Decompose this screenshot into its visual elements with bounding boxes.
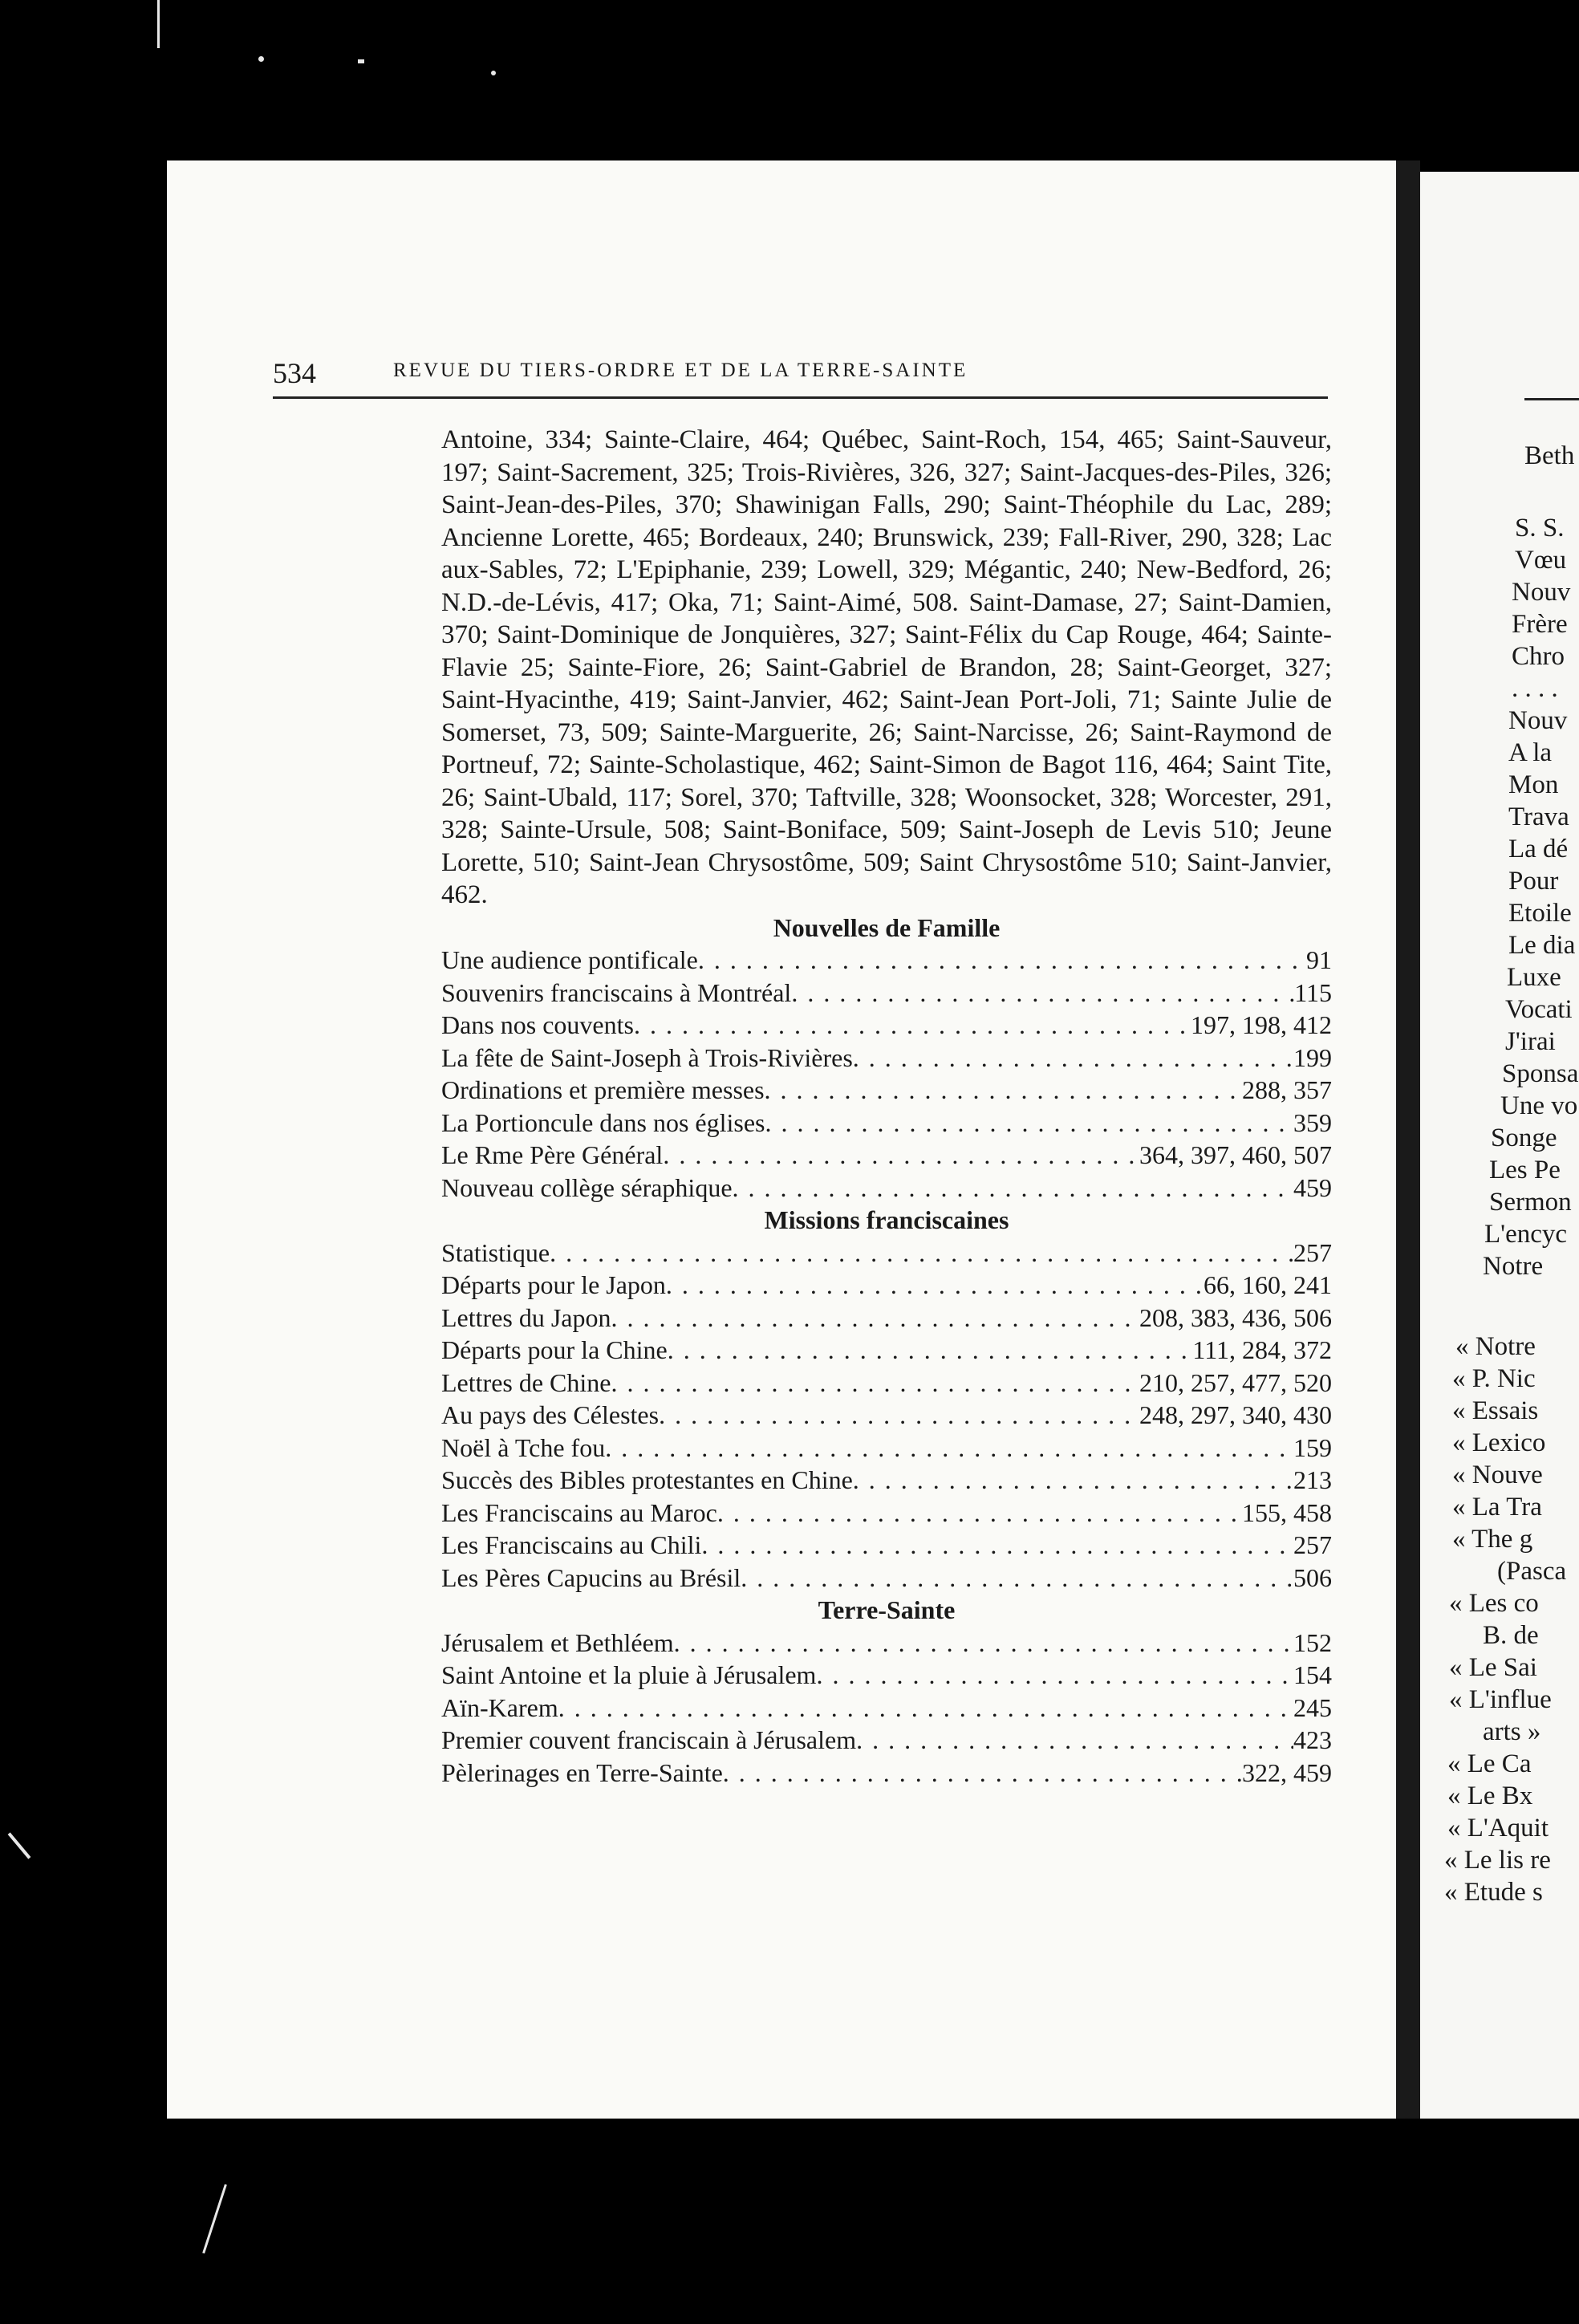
toc-entry-pages: 152 (1293, 1627, 1332, 1657)
toc-entry (441, 1074, 1332, 1107)
toc-entry (441, 1042, 1332, 1075)
toc-entry-title: Aïn-Karem (441, 1692, 558, 1722)
dot-leader (611, 1367, 1139, 1400)
right-page-line: « Essais (1452, 1396, 1539, 1425)
right-page-line: Beth (1524, 441, 1575, 470)
dot-leader (663, 1139, 1139, 1172)
right-page-line: Chro (1512, 642, 1565, 671)
toc-entry-pages: 288, 357 (1242, 1075, 1332, 1104)
toc-entry (441, 1399, 1332, 1432)
toc-entry-pages: 322, 459 (1242, 1757, 1332, 1787)
header-rule (273, 396, 1328, 399)
toc-entry-pages: 210, 257, 477, 520 (1139, 1367, 1332, 1397)
dot-leader (605, 1432, 1293, 1465)
dot-leader (634, 1009, 1191, 1042)
dot-leader (674, 1627, 1293, 1660)
dot-leader (741, 1562, 1293, 1595)
section-heading: Missions franciscaines (764, 1205, 1009, 1234)
dot-leader (765, 1107, 1293, 1140)
dot-leader (717, 1497, 1242, 1530)
right-page-line: « Le Bx (1447, 1782, 1533, 1810)
dot-leader (558, 1692, 1293, 1725)
right-page-line: Luxe (1507, 963, 1561, 992)
page-body (441, 424, 1332, 1789)
dot-leader (701, 1529, 1293, 1562)
dot-leader (668, 1334, 1193, 1367)
section-heading: Nouvelles de Famille (773, 912, 1001, 942)
dot-leader (816, 1659, 1293, 1692)
dot-leader (659, 1399, 1139, 1432)
dot-leader (853, 1464, 1293, 1497)
toc-sections (441, 912, 1332, 1790)
toc-entry-pages: 66, 160, 241 (1204, 1270, 1332, 1299)
right-page-line: « Les co (1449, 1589, 1539, 1618)
toc-entry-title: Les Franciscains au Maroc (441, 1497, 717, 1527)
toc-entry-pages: 364, 397, 460, 507 (1139, 1140, 1332, 1169)
dot-leader (698, 944, 1306, 977)
toc-entry-title: Dans nos couvents (441, 1010, 634, 1039)
right-page-line: (Pasca (1497, 1557, 1567, 1586)
right-page-line: « Le lis re (1444, 1846, 1551, 1875)
toc-entry-pages: 459 (1293, 1172, 1332, 1202)
toc-entry (441, 1497, 1332, 1530)
toc-entry-pages: 155, 458 (1242, 1497, 1332, 1527)
toc-entry-title: Départs pour le Japon (441, 1270, 666, 1299)
dot-leader (550, 1237, 1293, 1270)
right-page-line: « La Tra (1452, 1493, 1542, 1522)
toc-entry-pages: 213 (1293, 1465, 1332, 1494)
toc-entry-title: Au pays des Célestes (441, 1400, 660, 1429)
right-page-line: Sponsa (1502, 1059, 1579, 1088)
toc-entry (441, 1367, 1332, 1400)
right-page-line: « Etude s (1444, 1878, 1543, 1907)
toc-entry-pages: 257 (1293, 1530, 1332, 1559)
right-page-line: « Lexico (1452, 1428, 1546, 1457)
dot-leader (853, 1042, 1293, 1075)
toc-entry (441, 1172, 1332, 1205)
section-heading: Terre-Sainte (818, 1595, 956, 1624)
right-page-line: Pour (1508, 867, 1559, 896)
toc-entry-pages: 199 (1293, 1042, 1332, 1072)
right-page-line: Frère (1512, 610, 1568, 639)
toc-entry-title: Pèlerinages en Terre-Sainte (441, 1757, 723, 1787)
toc-entry-title: Statistique (441, 1237, 550, 1267)
right-page-line: Vocati (1505, 995, 1573, 1024)
toc-entry-pages: 197, 198, 412 (1191, 1010, 1332, 1039)
toc-entry-pages: 208, 383, 436, 506 (1139, 1302, 1332, 1332)
scan-mark (202, 2184, 227, 2254)
page-number: 534 (273, 357, 316, 389)
toc-entry-title: La fête de Saint-Joseph à Trois-Rivières (441, 1042, 853, 1072)
toc-entry-title: La Portioncule dans nos églises (441, 1107, 765, 1137)
page-header (273, 353, 1332, 393)
toc-entry (441, 977, 1332, 1010)
toc-entry-pages: 506 (1293, 1562, 1332, 1592)
toc-entry-pages: 248, 297, 340, 430 (1139, 1400, 1332, 1429)
scan-mark (491, 71, 496, 75)
toc-entry-title: Jérusalem et Bethléem (441, 1627, 674, 1657)
toc-entry-title: Le Rme Père Général (441, 1140, 664, 1169)
toc-entry-title: Les Franciscains au Chili (441, 1530, 702, 1559)
dot-leader (733, 1172, 1293, 1205)
toc-entry (441, 1724, 1332, 1757)
right-page-line: arts » (1483, 1717, 1541, 1746)
toc-entry-title: Une audience pontificale (441, 945, 698, 974)
intro-paragraph: Antoine, 334; Sainte-Claire, 464; Québec, Saint-Roch, 154, 465; Saint-Sauveur, 197; Saint-Sacrement, 325; Trois-Rivières, 326, 327; Saint-Jacques-des-Piles, 326; Saint-Jean-des-Piles, 370; Shawinigan Falls, 290; Saint-Théophile du Lac, 289; Ancienne Lorette, 465; Bordeaux, 240; Brunswick, 239; Fall-River, 290, 328; Lac aux-Sables, 72; L'Epiphanie, 239; Lowell, 329; Mégantic, 240; New-Bedford, 26; N.D.-de-Lévis, 417; Oka, 71; Saint-Aimé, 508. Saint-Damase, 27; Saint-Damien, 370; Saint-Dominique de Jonquières, 327; Saint-Félix du Cap Rouge, 464; Sainte-Flavie 25; Sainte-Fiore, 26; Saint-Gabriel de Brandon, 28; Saint-Georget, 327; Saint-Hyacinthe, 419; Saint-Janvier, 462; Saint-Jean Port-Joli, 71; Sainte Julie de Somerset, 73, 509; Sainte-Marguerite, 26; Saint-Narcisse, 26; Saint-Raymond de Portneuf, 72; Sainte-Scholastique, 462; Saint-Simon de Bagot 116, 464; Saint Tite, 26; Saint-Ubald, 117; Sorel, 370; Taftville, 328; Woonsocket, 328; Worcester, 291, 328; Sainte-Ursule, 508; Saint-Boniface, 509; Saint-Joseph de Levis 510; Jeune Lorette, 510; Saint-Jean Chrysostôme, 509; Saint Chrysostôme 510; Saint-Janvier, 462. (441, 425, 1332, 909)
right-page-line: Nouv (1512, 578, 1571, 607)
right-page-line: « The g (1452, 1525, 1533, 1554)
toc-entry (441, 1009, 1332, 1042)
right-page-line: « Le Ca (1447, 1749, 1532, 1778)
toc-entry-title: Succès des Bibles protestantes en Chine (441, 1465, 853, 1494)
toc-entry (441, 1692, 1332, 1725)
right-page-line: « Le Sai (1449, 1653, 1537, 1682)
right-page-line: Nouv (1508, 706, 1568, 735)
right-page-line: Notre (1483, 1252, 1544, 1281)
right-page-line: Une vo (1500, 1091, 1578, 1120)
toc-entry (441, 1529, 1332, 1562)
right-page-line: L'encyc (1484, 1220, 1568, 1249)
scan-mark (8, 1832, 31, 1859)
toc-entry (441, 1107, 1332, 1140)
toc-entry-title: Les Pères Capucins au Brésil (441, 1562, 741, 1592)
toc-entry-pages: 111, 284, 372 (1192, 1335, 1332, 1364)
toc-entry (441, 1334, 1332, 1367)
right-page-line: « L'Aquit (1447, 1814, 1549, 1843)
toc-entry-title: Noël à Tche fou (441, 1432, 606, 1462)
scan-mark (157, 0, 160, 48)
right-page-line: A la (1508, 738, 1553, 767)
toc-entry-title: Nouveau collège séraphique (441, 1172, 733, 1202)
running-title: REVUE DU TIERS-ORDRE ET DE LA TERRE-SAINTE (393, 360, 968, 381)
right-page-line: Songe (1491, 1123, 1557, 1152)
right-page-line: Le dia (1508, 931, 1576, 960)
right-page-line: « Notre (1455, 1332, 1536, 1361)
toc-entry-title: Saint Antoine et la pluie à Jérusalem (441, 1660, 817, 1689)
toc-entry (441, 1302, 1332, 1335)
right-page-rule (1524, 398, 1579, 400)
toc-entry (441, 1139, 1332, 1172)
toc-entry-pages: 423 (1293, 1725, 1332, 1754)
toc-entry-title: Lettres de Chine (441, 1367, 611, 1397)
right-page-line: Les Pe (1489, 1156, 1561, 1184)
right-page-line: « Nouve (1452, 1461, 1543, 1489)
right-page-line: Sermon (1489, 1188, 1572, 1217)
right-page-line: « L'influe (1449, 1685, 1552, 1714)
scan-mark (358, 59, 364, 63)
toc-entry-title: Souvenirs franciscains à Montréal (441, 977, 792, 1007)
toc-entry-title: Premier couvent franciscain à Jérusalem (441, 1725, 857, 1754)
dot-leader (765, 1074, 1242, 1107)
toc-entry-pages: 159 (1293, 1432, 1332, 1462)
toc-entry (441, 1659, 1332, 1692)
toc-entry-pages: 154 (1293, 1660, 1332, 1689)
toc-entry-title: Lettres du Japon (441, 1302, 611, 1332)
toc-entry-title: Ordinations et première messes (441, 1075, 765, 1104)
toc-entry (441, 1269, 1332, 1302)
dot-leader (856, 1724, 1293, 1757)
right-page-line: Etoile (1508, 899, 1572, 928)
right-page-line: S. S. (1515, 514, 1565, 542)
toc-entry (441, 1757, 1332, 1790)
right-page-line: Vœu (1515, 546, 1567, 575)
right-page-line: J'irai (1505, 1027, 1556, 1056)
right-page-line: La dé (1508, 835, 1569, 863)
toc-entry (441, 1237, 1332, 1270)
dot-leader (666, 1269, 1204, 1302)
scan-mark (258, 56, 264, 62)
toc-entry (441, 1627, 1332, 1660)
right-page-line: Trava (1508, 802, 1569, 831)
right-page-line: . . . . (1512, 674, 1558, 703)
toc-entry-pages: 245 (1293, 1692, 1332, 1722)
toc-entry-pages: 91 (1306, 945, 1332, 974)
dot-leader (723, 1757, 1242, 1790)
toc-entry (441, 1464, 1332, 1497)
toc-entry (441, 1432, 1332, 1465)
dot-leader (791, 977, 1294, 1010)
book-spine (1396, 160, 1420, 2119)
right-page-line: Mon (1508, 770, 1559, 799)
toc-entry-pages: 257 (1293, 1237, 1332, 1267)
dot-leader (611, 1302, 1140, 1335)
right-page-line: « P. Nic (1452, 1364, 1536, 1393)
toc-entry-pages: 115 (1294, 977, 1332, 1007)
toc-entry (441, 944, 1332, 977)
toc-entry-title: Départs pour la Chine (441, 1335, 668, 1364)
toc-entry-pages: 359 (1293, 1107, 1332, 1137)
toc-entry (441, 1562, 1332, 1595)
right-page-line: B. de (1483, 1621, 1539, 1650)
